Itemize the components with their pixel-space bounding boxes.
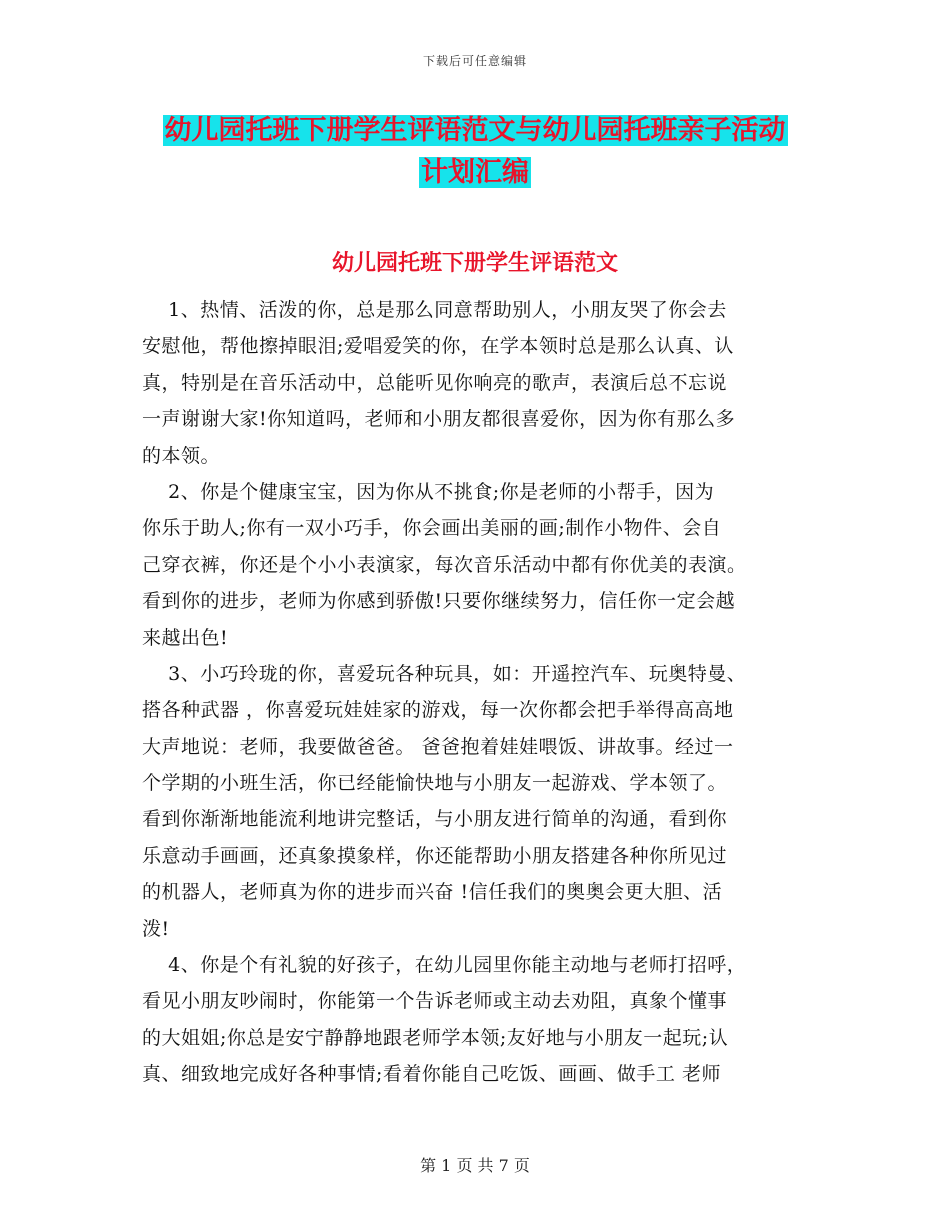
text-line: 看见小朋友吵闹时，你能第一个告诉老师或主动去劝阻，真象个懂事	[142, 990, 728, 1013]
text-line: 来越出色!	[142, 626, 229, 649]
paragraph-1	[142, 292, 822, 474]
text-line: 一声谢谢大家!你知道吗，老师和小朋友都很喜爱你，因为你有那么多	[142, 408, 736, 431]
body-text	[142, 292, 822, 1093]
text-line: 安慰他，帮他擦掉眼泪;爱唱爱笑的你，在学本领时总是那么认真、认	[142, 335, 734, 358]
document-title-line-2	[0, 152, 950, 194]
section-title: 幼儿园托班下册学生评语范文	[331, 250, 618, 276]
paragraph-3	[142, 656, 822, 947]
text-line: 3、小巧玲珑的你，喜爱玩各种玩具，如：开遥控汽车、玩奥特曼、	[142, 662, 747, 685]
text-line: 你乐于助人;你有一双小巧手，你会画出美丽的画;制作小物件、会自	[142, 517, 722, 540]
text-line: 的本领。	[142, 444, 221, 467]
text-line: 真、细致地完成好各种事情;看着你能自己吃饭、画画、做手工 老师	[142, 1063, 721, 1086]
document-title-line-1	[0, 110, 950, 152]
text-line: 的机器人，老师真为你的进步而兴奋 !信任我们的奥奥会更大胆、活	[142, 881, 723, 904]
title-highlight: 幼儿园托班下册学生评语范文与幼儿园托班亲子活动	[164, 115, 786, 146]
text-line: 真，特别是在音乐活动中，总能听见你响亮的歌声，表演后总不忘说	[142, 371, 728, 394]
paragraph-4	[142, 947, 822, 1093]
text-line: 搭各种武器 ，你喜爱玩娃娃家的游戏，每一次你都会把手举得高高地	[142, 699, 734, 722]
text-line: 2、你是个健康宝宝，因为你从不挑食;你是老师的小帮手，因为	[142, 480, 715, 503]
header-note: 下载后可任意编辑	[422, 54, 527, 68]
text-line: 4、你是个有礼貌的好孩子，在幼儿园里你能主动地与老师打招呼，	[142, 954, 747, 977]
text-line: 1、热情、活泼的你，总是那么同意帮助别人，小朋友哭了你会去	[142, 299, 727, 321]
title-highlight: 计划汇编	[421, 157, 529, 188]
text-line: 乐意动手画画，还真象摸象样，你还能帮助小朋友搭建各种你所见过	[142, 844, 728, 867]
text-line: 的大姐姐;你总是安宁静静地跟老师学本领;友好地与小朋友一起玩;认	[142, 1026, 729, 1049]
page-number-footer: 第 1 页 共 7 页	[420, 1156, 530, 1175]
text-line: 大声地说：老师，我要做爸爸。 爸爸抱着娃娃喂饭、讲故事。经过一	[142, 735, 734, 758]
text-line: 己穿衣裤，你还是个小小表演家，每次音乐活动中都有你优美的表演。	[142, 553, 747, 576]
paragraph-2	[142, 474, 822, 656]
text-line: 看到你渐渐地能流利地讲完整话，与小朋友进行简单的沟通，看到你	[142, 808, 728, 831]
text-line: 个学期的小班生活，你已经能愉快地与小朋友一起游戏、学本领了。	[142, 772, 728, 795]
text-line: 看到你的进步，老师为你感到骄傲!只要你继续努力，信任你一定会越	[142, 590, 736, 613]
document-title	[0, 110, 950, 194]
text-line: 泼!	[142, 917, 170, 940]
